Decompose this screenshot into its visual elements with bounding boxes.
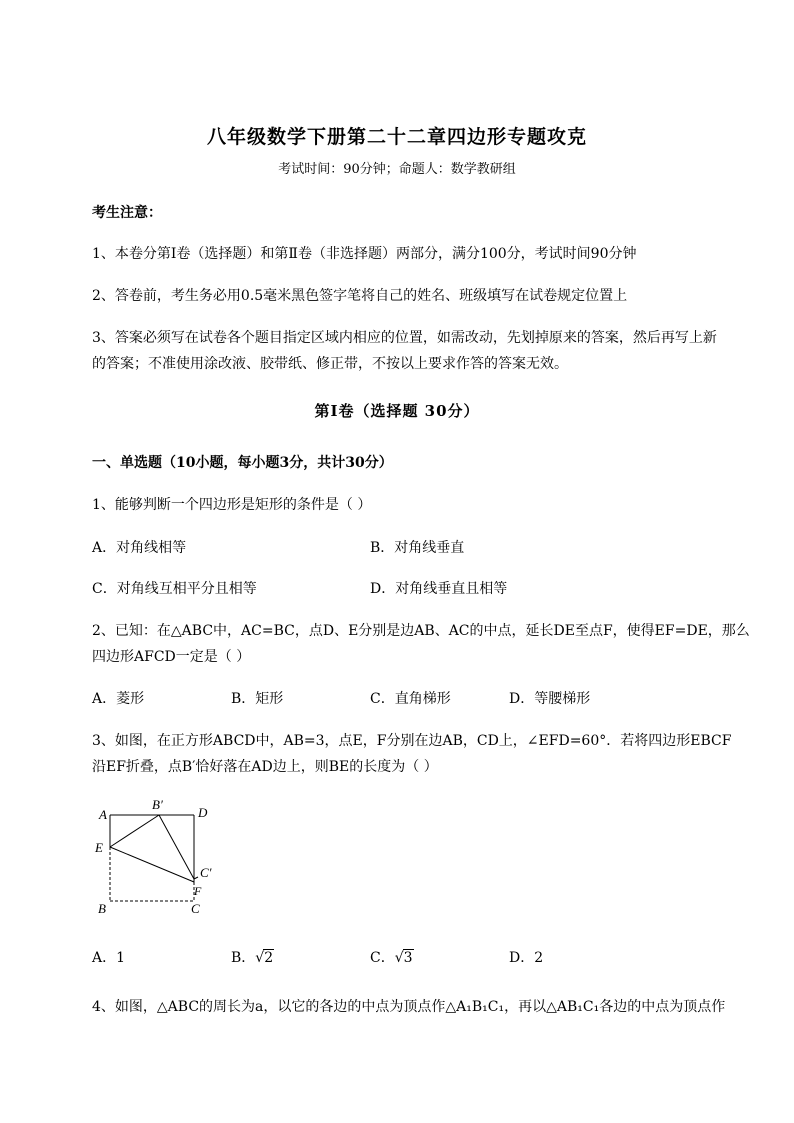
notice-item-3: 3、答案必须写在试卷各个题目指定区域内相应的位置，如需改动，先划掉原来的答案，然后再写上新	[92, 330, 717, 346]
q3-option-b-label: B．	[231, 950, 256, 966]
edge-eb-prime	[110, 815, 159, 847]
q1-option-c: C．对角线互相平分且相等	[92, 581, 257, 597]
q2-option-c: C．直角梯形	[370, 691, 451, 707]
q1-option-a: A．对角线相等	[92, 540, 187, 556]
part-heading: 一、单选题（10小题，每小题3分，共计30分）	[92, 455, 393, 471]
sqrt-2-radicand: 2	[264, 950, 274, 966]
page-title: 八年级数学下册第二十二章四边形专题攻克	[206, 126, 587, 148]
edge-ef	[110, 847, 194, 882]
q3-option-a: A．1	[92, 950, 126, 966]
edge-cprime-tick	[194, 877, 198, 879]
label-c-prime: C′	[200, 865, 212, 880]
q1-option-b: B．对角线垂直	[370, 540, 465, 556]
q2-stem-line1: 2、已知：在△ABC中，AC=BC，点D、E分别是边AB、AC的中点，延长DE至点F，使得EF=DE，那么	[92, 623, 750, 639]
q1-option-d: D．对角线垂直且相等	[370, 581, 508, 597]
notice-item-2: 2、答卷前，考生务必用0.5毫米黑色签字笔将自己的姓名、班级填写在试卷规定位置上	[92, 288, 628, 304]
notice-heading: 考生注意：	[92, 205, 162, 221]
label-e: E	[95, 840, 103, 855]
section-title: 第I卷（选择题 30分）	[314, 402, 480, 420]
label-b-prime: B′	[152, 797, 163, 812]
label-a: A	[99, 807, 107, 822]
q4-stem-line1: 4、如图，△ABC的周长为a，以它的各边的中点为顶点作△A₁B₁C₁，再以△AB₁C₁各边的中点为顶点作	[92, 999, 726, 1015]
sqrt-3: √3	[394, 950, 413, 966]
q2-stem-line2: 四边形AFCD一定是（ ）	[92, 649, 251, 665]
q2-option-d: D．等腰梯形	[509, 691, 591, 707]
label-d: D	[198, 805, 208, 820]
notice-item-3-cont: 的答案；不准使用涂改液、胶带纸、修正带，不按以上要求作答的答案无效。	[92, 356, 568, 372]
exam-subtitle: 考试时间：90分钟；命题人：数学教研组	[278, 162, 516, 177]
label-f: F	[194, 884, 202, 898]
q3-option-d: D．2	[509, 950, 544, 966]
label-c: C	[191, 901, 200, 916]
label-b: B	[98, 901, 106, 916]
sqrt-2: √2	[255, 950, 274, 966]
q3-option-b	[231, 947, 274, 967]
q3-figure	[90, 795, 230, 920]
q1-stem: 1、能够判断一个四边形是矩形的条件是（ ）	[92, 497, 372, 513]
notice-item-1: 1、本卷分第I卷（选择题）和第Ⅱ卷（非选择题）两部分，满分100分，考试时间90分钟	[92, 246, 637, 262]
q3-stem-line1: 3、如图，在正方形ABCD中，AB=3，点E，F分别在边AB，CD上，∠EFD=60°．若将四边形EBCF	[92, 733, 732, 749]
q3-stem-line2: 沿EF折叠，点B′恰好落在AD边上，则BE的长度为（ ）	[92, 759, 438, 775]
sqrt-3-radicand: 3	[403, 950, 413, 966]
q3-option-c	[370, 947, 414, 967]
q3-option-c-label: C．	[370, 950, 395, 966]
q2-option-b: B．矩形	[231, 691, 284, 707]
q2-option-a: A．菱形	[92, 691, 145, 707]
